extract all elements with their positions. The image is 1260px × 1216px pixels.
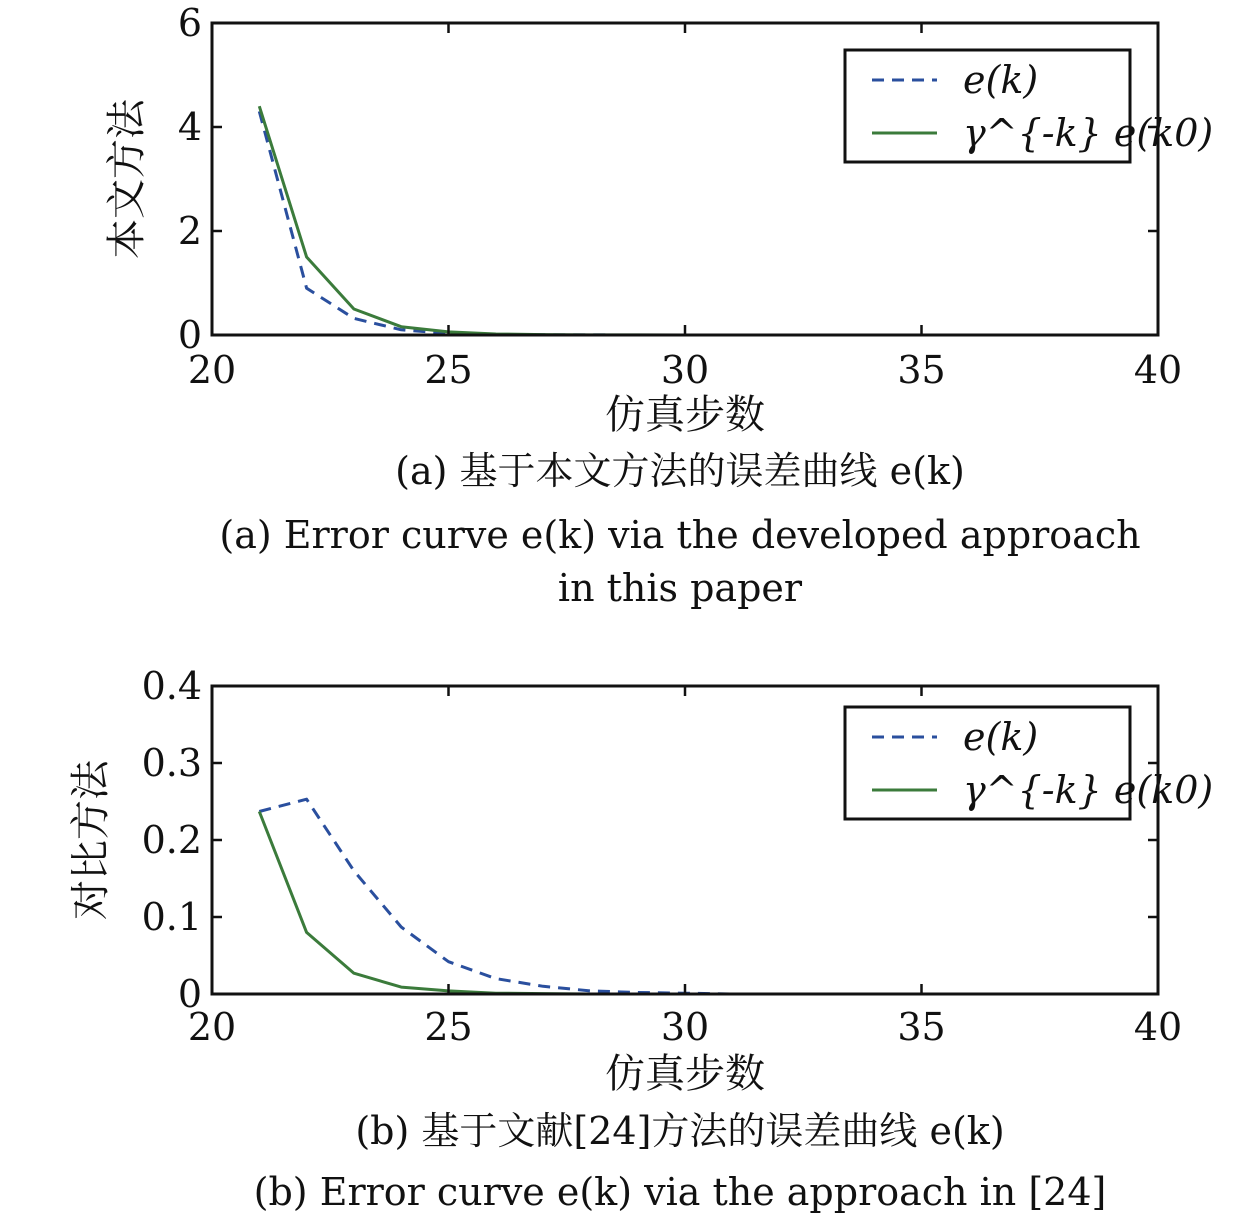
- x-tick-label: 20: [187, 348, 237, 392]
- x-tick-label: 20: [187, 1005, 237, 1049]
- caption-en: in this paper: [557, 566, 803, 610]
- y-tick-label: 0.3: [141, 741, 202, 785]
- chart-panel-a: [104, 1, 1213, 610]
- x-axis-label: 仿真步数: [605, 1051, 765, 1097]
- series-line-gamma-bound: [259, 812, 1158, 995]
- x-tick-label: 35: [897, 1005, 946, 1049]
- caption-cn: (a) 基于本文方法的误差曲线 e(k): [395, 449, 965, 493]
- y-tick-label: 0: [177, 972, 202, 1016]
- legend-label: γ^{-k} e(k0): [963, 111, 1214, 155]
- x-tick-label: 40: [1133, 1005, 1183, 1049]
- x-tick-label: 35: [897, 348, 946, 392]
- legend-label: γ^{-k} e(k0): [963, 768, 1214, 812]
- caption-cn: (b) 基于文献[24]方法的误差曲线 e(k): [355, 1109, 1005, 1153]
- y-tick-label: 0.1: [141, 895, 202, 939]
- y-tick-label: 4: [177, 105, 202, 149]
- x-tick-label: 25: [424, 348, 473, 392]
- x-axis-label: 仿真步数: [605, 392, 765, 438]
- x-tick-label: 30: [660, 348, 710, 392]
- y-tick-label: 0: [177, 313, 202, 357]
- y-axis-label: 对比方法: [68, 760, 114, 920]
- legend-label: e(k): [963, 715, 1039, 759]
- legend-label: e(k): [963, 58, 1039, 102]
- y-tick-label: 0.4: [141, 664, 202, 708]
- x-tick-label: 40: [1133, 348, 1183, 392]
- x-tick-label: 30: [660, 1005, 710, 1049]
- y-tick-label: 0.2: [141, 818, 202, 862]
- y-axis-label: 本文方法: [104, 99, 150, 259]
- caption-en: (b) Error curve e(k) via the approach in [24]: [253, 1170, 1107, 1214]
- y-tick-label: 2: [177, 209, 202, 253]
- series-line-e-k: [259, 799, 1158, 994]
- chart-panel-b: [68, 664, 1213, 1214]
- y-tick-label: 6: [177, 1, 202, 45]
- caption-en: (a) Error curve e(k) via the developed approach: [219, 513, 1141, 557]
- x-tick-label: 25: [424, 1005, 473, 1049]
